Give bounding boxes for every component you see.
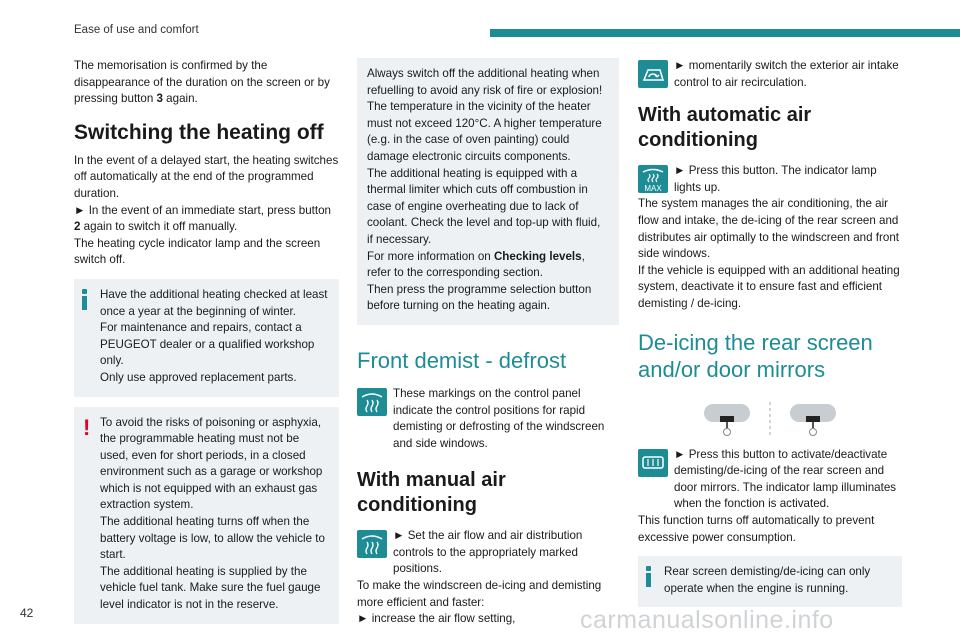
manual-ac-step-2: ► increase the air flow setting,	[357, 612, 516, 626]
heading-switching-off: Switching the heating off	[74, 120, 324, 144]
page-number: 42	[20, 606, 34, 620]
warning-text: The additional heating is supplied by the vehicle fuel tank. Make sure the fuel gauge level indicator is not in the reserve.	[100, 564, 321, 612]
rear-screen-demist-icon	[638, 449, 668, 477]
warning-text: The additional heating turns off when the battery voltage is low, to allow the vehicle to start.	[100, 515, 325, 562]
info-text: For maintenance and repairs, contact a PEUGEOT dealer or a qualified workshop only.	[100, 321, 315, 368]
column-1	[74, 58, 339, 624]
running-header: Ease of use and comfort	[74, 24, 199, 36]
warning-text: To avoid the risks of poisoning or asphyxia, the programmable heating must not be used, even for short periods, in a closed environment such as a garage or workshop which is not equipped with an exhaust gas extraction system.	[100, 415, 323, 512]
door-mirrors-illustration	[638, 395, 902, 443]
heading-rear-deicing: De-icing the rear screen and/or door mirrors	[638, 329, 873, 382]
heading-manual-ac: With manual air conditioning	[357, 469, 506, 517]
warning-icon: !	[83, 414, 91, 440]
info-box-engine-running	[638, 556, 902, 607]
immediate-start-paragraph: ► In the event of an immediate start, press button 2 again to switch it off manually.	[74, 203, 332, 234]
box-text: The additional heating is equipped with a thermal limiter which cuts off combustion in case of engine overheating due to lack of coolant. Check the level and top-up with fluid, if necessary.	[367, 166, 601, 246]
header-accent-bar	[490, 29, 960, 37]
info-text: Have the additional heating checked at least once a year at the beginning of winter.	[100, 287, 328, 318]
heading-automatic-ac: With automatic air conditioning	[638, 104, 812, 152]
rear-deicing-step: ► Press this button to activate/deactivate demisting/de-icing of the rear screen and door mirrors. The indicator lamp illuminates when the fonction is activated.	[638, 447, 902, 513]
info-text: Rear screen demisting/de-icing can only operate when the engine is running.	[664, 565, 871, 595]
watermark: carmanualsonline.info	[580, 606, 834, 634]
warning-box-poisoning	[74, 407, 339, 624]
auto-ac-description: The system manages the air conditioning, the air flow and intake, the de-icing of the rear screen and distributes air optimally to the windscreen and front side windows.	[638, 197, 899, 261]
markings-paragraph: These markings on the control panel indicate the control positions for rapid demisting or defrosting of the windscreen and side windows.	[357, 386, 619, 452]
windscreen-demist-icon	[357, 388, 387, 416]
max-demist-icon	[638, 165, 668, 193]
windscreen-demist-icon	[357, 530, 387, 558]
manual-ac-tip: To make the windscreen de-icing and demisting more efficient and faster:	[357, 579, 602, 609]
box-text: Then press the programme selection button before turning on the heating again.	[367, 282, 592, 313]
auto-ac-additional-heating: If the vehicle is equipped with an additional heating system, deactivate it to ensure fast and efficient demisting / de-icing.	[638, 263, 900, 310]
column-3	[638, 58, 902, 607]
box-text: For more information on Checking levels, refer to the corresponding section.	[367, 249, 585, 280]
air-recirculation-icon	[638, 60, 668, 88]
left-mirror-icon	[704, 404, 750, 436]
column-2	[357, 58, 619, 628]
right-mirror-icon	[790, 404, 836, 436]
recirculation-step: ► momentarily switch the exterior air intake control to air recirculation.	[638, 58, 902, 91]
delayed-start-paragraph: In the event of a delayed start, the heating switches off automatically at the end of the programmed duration.	[74, 153, 339, 200]
info-box-heating-safety	[357, 58, 619, 325]
info-icon	[646, 566, 651, 588]
box-text: The temperature in the vicinity of the heater must not exceed 120°C. A higher temperature (e.g. in the case of oven painting) could damage electronic circuits components.	[367, 100, 602, 163]
memorisation-paragraph: The memorisation is confirmed by the disappearance of the duration on the screen or by pressing button 3 again.	[74, 59, 330, 106]
box-text: Always switch off the additional heating when refuelling to avoid any risk of fire or explosion!	[367, 67, 603, 97]
indicator-lamp-paragraph: The heating cycle indicator lamp and the screen switch off.	[74, 236, 321, 267]
info-box-maintenance	[74, 279, 339, 397]
max-label: MAX	[644, 184, 662, 194]
heading-front-demist: Front demist - defrost	[357, 347, 567, 373]
auto-ac-step: MAX ► Press this button. The indicator lamp lights up.	[638, 163, 902, 196]
rear-deicing-auto-off: This function turns off automatically to prevent excessive power consumption.	[638, 513, 875, 544]
manual-ac-step: ► Set the air flow and air distribution controls to the appropriately marked positions.	[357, 528, 619, 578]
info-icon	[82, 289, 87, 311]
info-text: Only use approved replacement parts.	[100, 370, 297, 384]
